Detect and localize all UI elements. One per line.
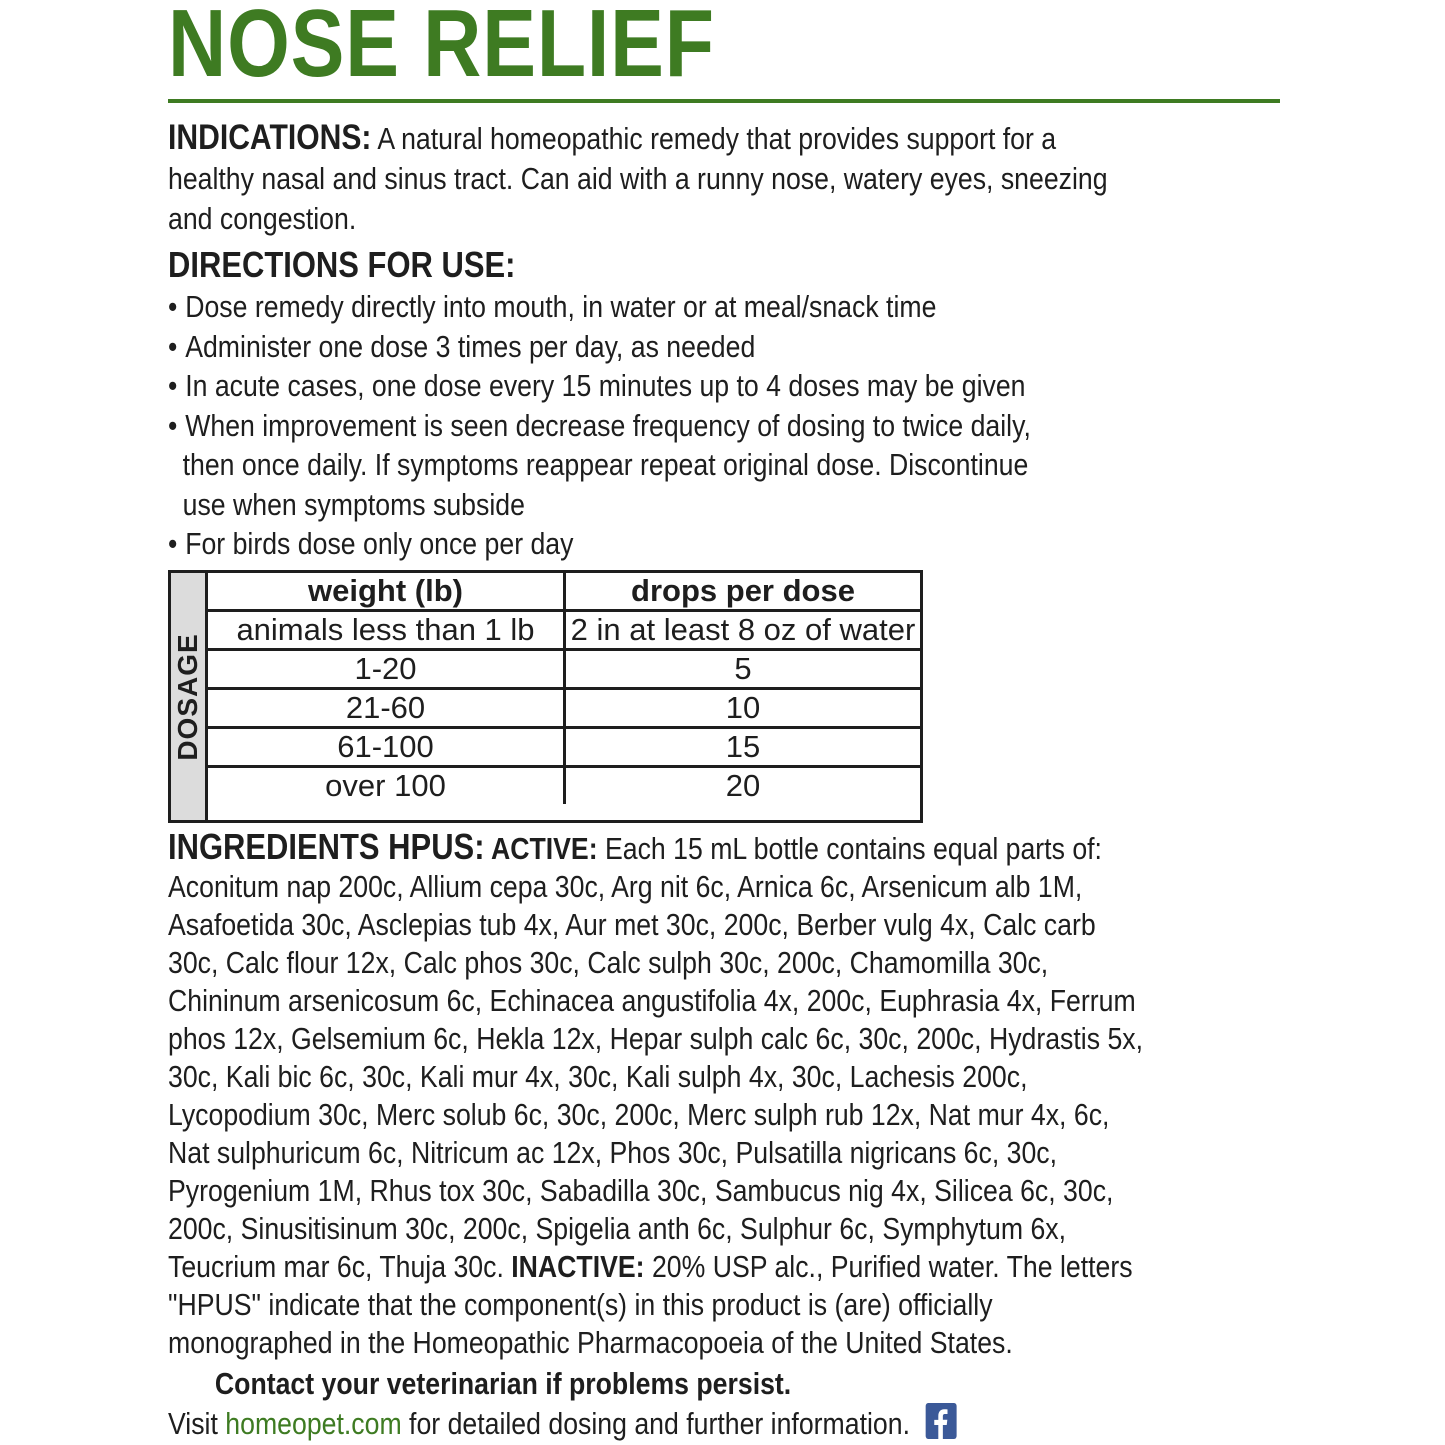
weight-cell: 61-100 bbox=[208, 728, 565, 767]
bullet: • bbox=[168, 328, 178, 364]
ingredients-heading: INGREDIENTS HPUS: bbox=[168, 826, 485, 867]
indications-heading: INDICATIONS: bbox=[168, 118, 372, 157]
product-title: NOSE RELIEF bbox=[168, 0, 715, 97]
active-label: ACTIVE: bbox=[484, 831, 598, 866]
weight-cell: animals less than 1 lb bbox=[208, 611, 565, 650]
ingredients-intro: Each 15 mL bottle contains equal parts of: bbox=[597, 831, 1102, 866]
ingredients-line: 200c, Sinusitisinum 30c, 200c, Spigelia anth 6c, Sulphur 6c, Symphytum 6x, bbox=[168, 1211, 1067, 1246]
inactive-label: INACTIVE: bbox=[511, 1249, 645, 1284]
direction-text: For birds dose only once per day bbox=[185, 526, 574, 561]
ingredients-line: Lycopodium 30c, Merc solub 6c, 30c, 200c, Merc sulph rub 12x, Nat mur 4x, 6c, bbox=[168, 1097, 1110, 1132]
table-row bbox=[208, 611, 920, 650]
list-item bbox=[168, 327, 1031, 367]
direction-text: Administer one dose 3 times per day, as needed bbox=[185, 328, 756, 364]
ingredients-line: Pyrogenium 1M, Rhus tox 30c, Sabadilla 30c, Sambucus nig 4x, Silicea 6c, 30c, bbox=[168, 1173, 1114, 1208]
ingredients-line: 30c, Calc flour 12x, Calc phos 30c, Calc sulph 30c, 200c, Chamomilla 30c, bbox=[168, 945, 1049, 980]
title-divider bbox=[168, 99, 1280, 103]
table-row bbox=[208, 767, 920, 805]
table-row bbox=[208, 650, 920, 689]
drops-cell: 2 in at least 8 oz of water bbox=[565, 611, 921, 650]
list-item bbox=[168, 524, 1031, 564]
visit-line bbox=[168, 1403, 956, 1444]
bullet: • bbox=[168, 289, 178, 324]
drops-cell: 10 bbox=[565, 689, 921, 728]
indications-text-2: healthy nasal and sinus tract. Can aid with a runny nose, watery eyes, sneezing bbox=[168, 161, 1108, 196]
ingredients-line bbox=[168, 828, 1286, 868]
hpus-note-line: "HPUS" indicate that the component(s) in this product is (are) officially bbox=[168, 1287, 993, 1322]
list-item bbox=[168, 366, 1031, 406]
header-weight: weight (lb) bbox=[208, 573, 565, 611]
list-item-continuation: then once daily. If symptoms reappear repeat original dose. Discontinue bbox=[182, 447, 1029, 482]
table-header-row bbox=[208, 573, 920, 611]
indications-text-3: and congestion. bbox=[168, 201, 357, 236]
table-row bbox=[208, 689, 920, 728]
directions-heading: DIRECTIONS FOR USE: bbox=[168, 244, 516, 285]
ingredients-line: Asafoetida 30c, Asclepias tub 4x, Aur met 30c, 200c, Berber vulg 4x, Calc carb bbox=[168, 907, 1096, 942]
contact-notice: Contact your veterinarian if problems persist. bbox=[214, 1366, 792, 1401]
ingredients-line: 30c, Kali bic 6c, 30c, Kali mur 4x, 30c, Kali sulph 4x, 30c, Lachesis 200c, bbox=[168, 1059, 1028, 1094]
list-item bbox=[168, 287, 1031, 327]
direction-text: Dose remedy directly into mouth, in water or at meal/snack time bbox=[185, 289, 937, 324]
ingredients-line: Nat sulphuricum 6c, Nitricum ac 12x, Phos 30c, Pulsatilla nigricans 6c, 30c, bbox=[168, 1135, 1058, 1170]
bullet: • bbox=[168, 407, 178, 443]
indications-section bbox=[168, 118, 1261, 239]
weight-cell: 1-20 bbox=[208, 650, 565, 689]
ingredients-line: Aconitum nap 200c, Allium cepa 30c, Arg nit 6c, Arnica 6c, Arsenicum alb 1M, bbox=[168, 869, 1083, 904]
inactive-line-end: 20% USP alc., Purified water. The letters bbox=[644, 1249, 1133, 1284]
indications-line-1 bbox=[168, 118, 1108, 159]
direction-text: In acute cases, one dose every 15 minutes up to 4 doses may be given bbox=[185, 368, 1026, 403]
inactive-line-start: Teucrium mar 6c, Thuja 30c. bbox=[168, 1249, 512, 1284]
bullet: • bbox=[168, 368, 178, 403]
directions-list bbox=[168, 287, 1031, 564]
dosage-table bbox=[208, 573, 920, 804]
website-link[interactable]: homeopet.com bbox=[225, 1406, 402, 1441]
drops-cell: 5 bbox=[565, 650, 921, 689]
bullet: • bbox=[168, 526, 178, 561]
ingredients-line bbox=[168, 1248, 1286, 1286]
list-item-continuation: use when symptoms subside bbox=[182, 486, 525, 522]
hpus-note-line: monographed in the Homeopathic Pharmacopoeia of the United States. bbox=[168, 1325, 1013, 1360]
ingredients-line: Chininum arsenicosum 6c, Echinacea angustifolia 4x, 200c, Euphrasia 4x, Ferrum bbox=[168, 983, 1136, 1018]
table-row bbox=[208, 728, 920, 767]
indications-text-1: A natural homeopathic remedy that provides support for a bbox=[371, 121, 1057, 156]
ingredients-section bbox=[168, 828, 1286, 1362]
drops-cell: 20 bbox=[565, 767, 921, 805]
direction-text: When improvement is seen decrease frequency of dosing to twice daily, bbox=[185, 407, 1031, 443]
dosage-label: DOSAGE bbox=[172, 632, 203, 761]
dosage-table-box bbox=[168, 570, 923, 823]
visit-prefix: Visit bbox=[168, 1406, 226, 1441]
weight-cell: over 100 bbox=[208, 767, 565, 805]
visit-suffix: for detailed dosing and further information. bbox=[401, 1406, 910, 1441]
weight-cell: 21-60 bbox=[208, 689, 565, 728]
ingredients-line: phos 12x, Gelsemium 6c, Hekla 12x, Hepar sulph calc 6c, 30c, 200c, Hydrastis 5x, bbox=[168, 1021, 1144, 1056]
list-item bbox=[168, 406, 1031, 446]
dosage-side-label bbox=[171, 573, 208, 820]
facebook-icon[interactable] bbox=[925, 1403, 956, 1439]
header-drops: drops per dose bbox=[565, 573, 921, 611]
drops-cell: 15 bbox=[565, 728, 921, 767]
